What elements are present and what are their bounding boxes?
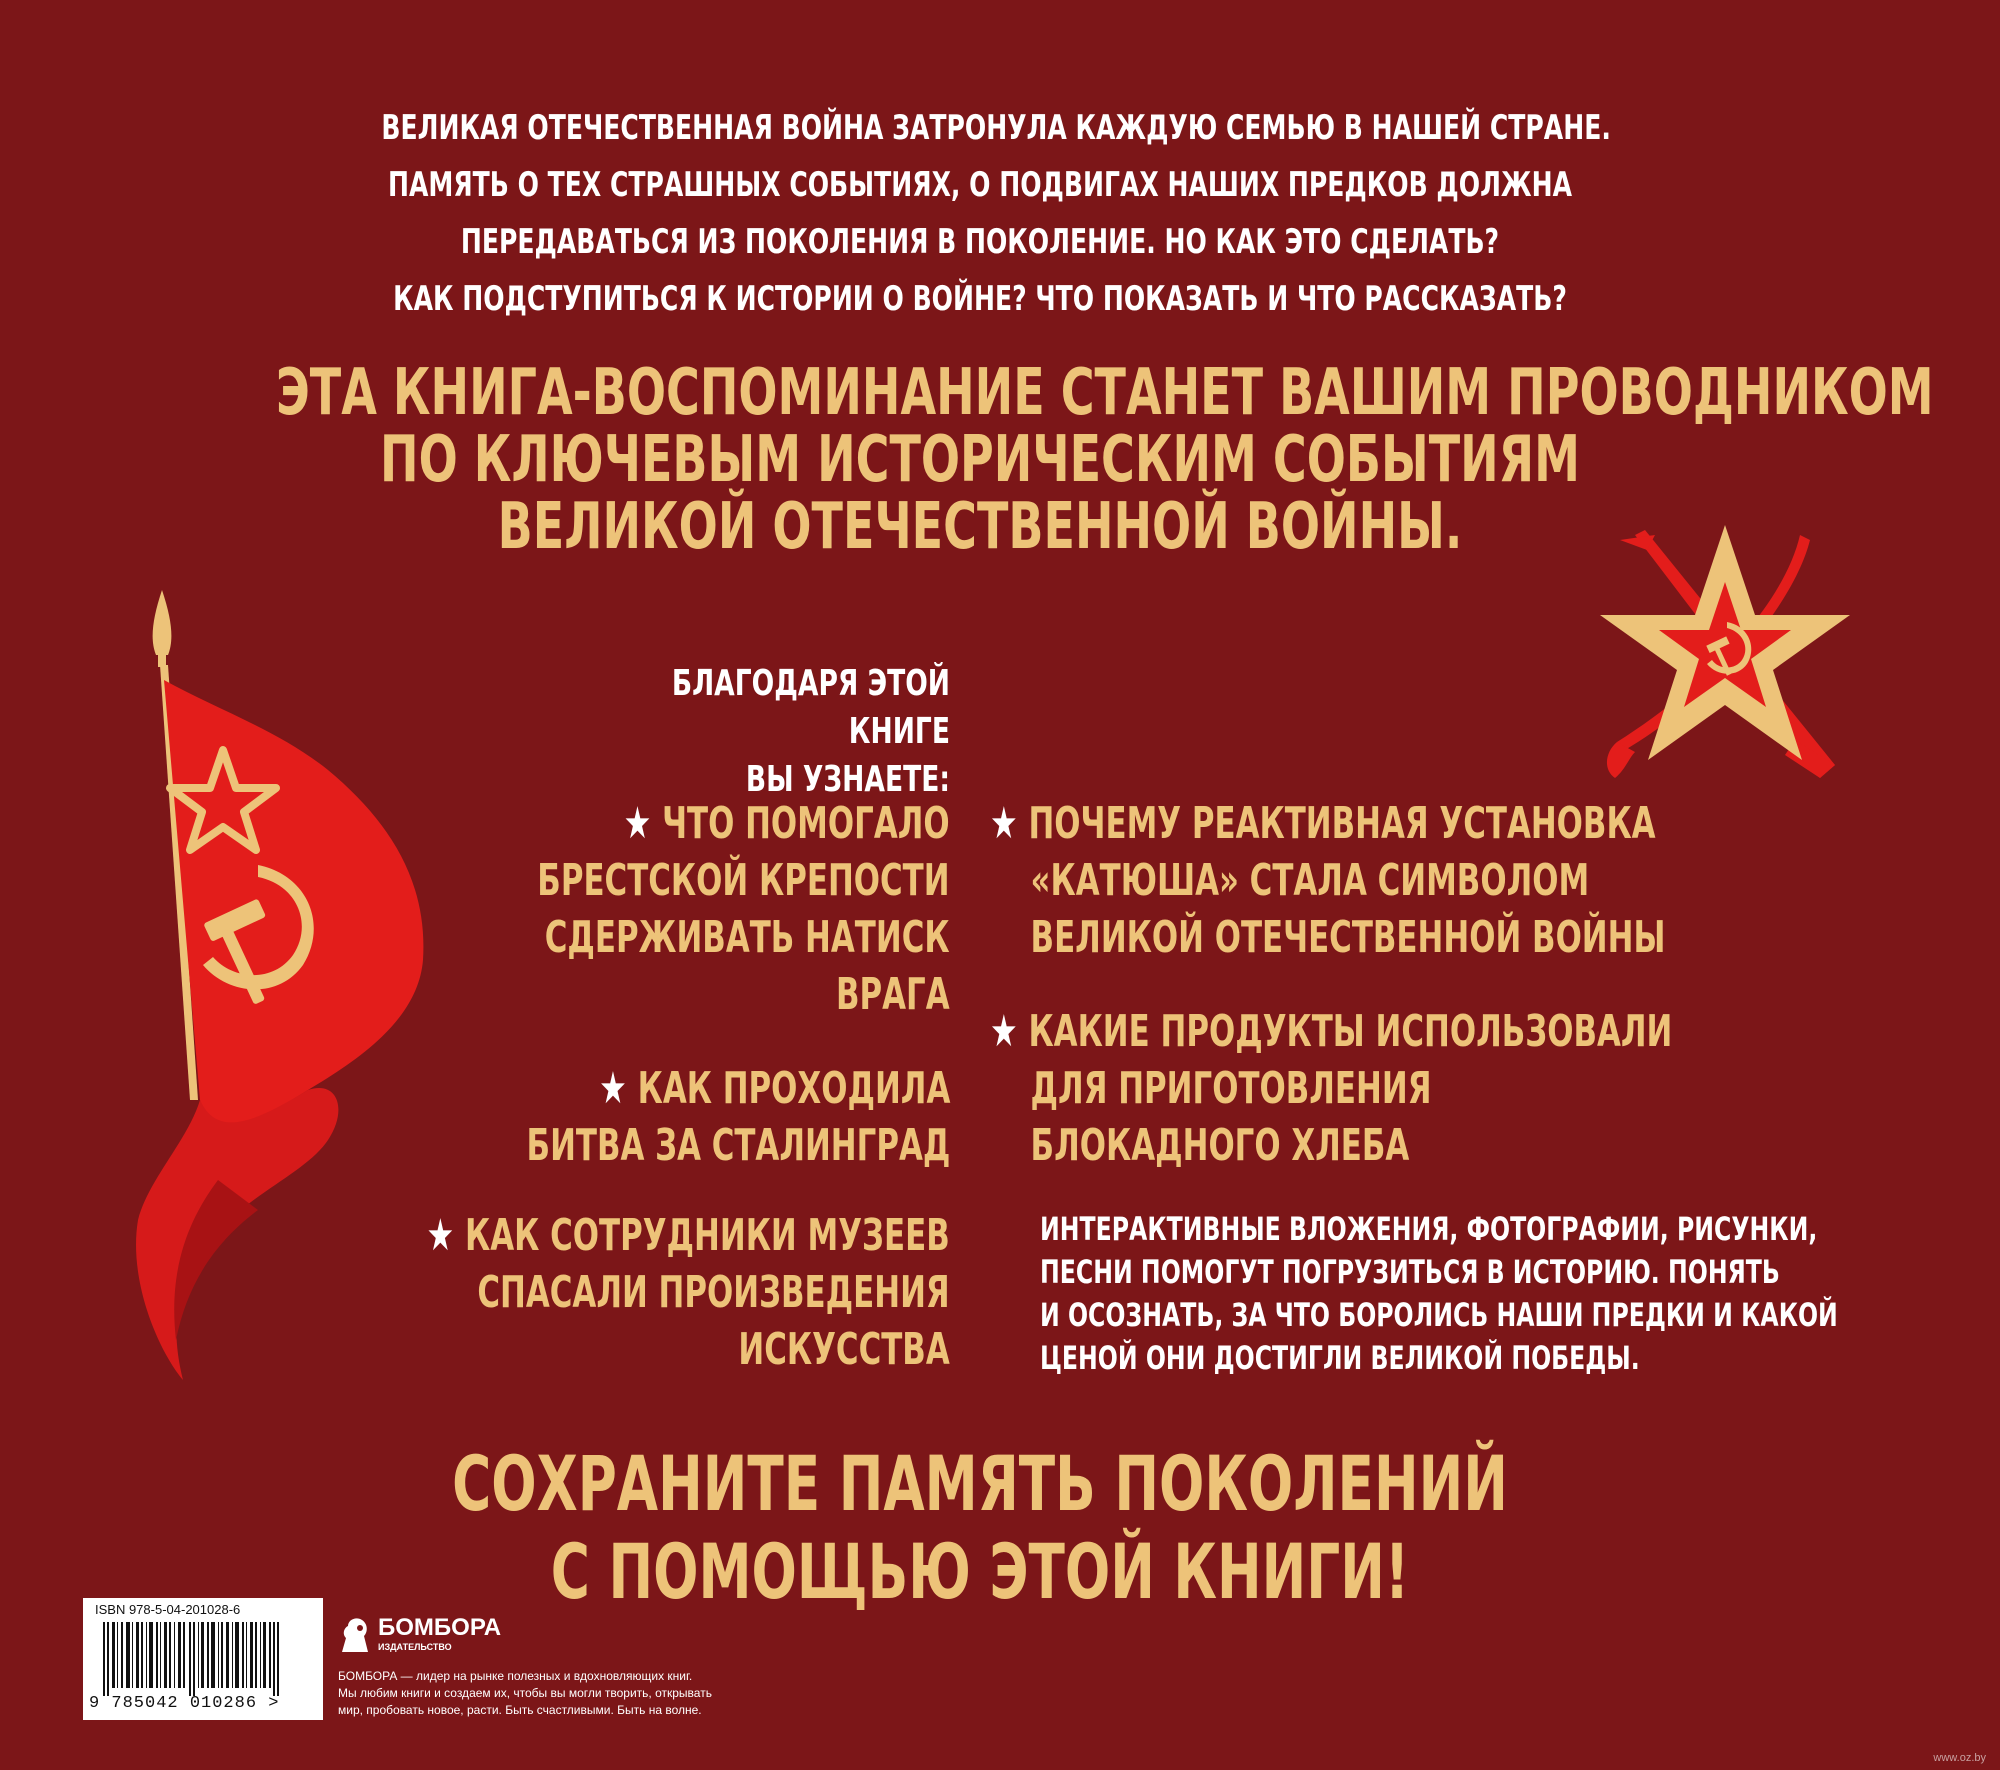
list-item xyxy=(538,795,950,1023)
learn-heading-line: БЛАГОДАРЯ ЭТОЙ КНИГЕ xyxy=(671,663,950,752)
list-item-line: БРЕСТСКОЙ КРЕПОСТИ xyxy=(537,855,950,906)
intro-line: ПЕРЕДАВАТЬСЯ ИЗ ПОКОЛЕНИЯ В ПОКОЛЕНИЕ. НО КАК ЭТО СДЕЛАТЬ? xyxy=(460,222,1500,262)
list-item-line: СПАСАЛИ ПРОИЗВЕДЕНИЯ xyxy=(477,1267,950,1318)
barcode-bars xyxy=(103,1622,303,1696)
call-to-action xyxy=(356,1440,1604,1616)
note-line: И ОСОЗНАТЬ, ЗА ЧТО БОРОЛИСЬ НАШИ ПРЕДКИ И КАКОЙ xyxy=(1040,1296,1838,1334)
note-line: ПЕСНИ ПОМОГУТ ПОГРУЗИТЬСЯ В ИСТОРИЮ. ПОНЯТЬ xyxy=(1040,1253,1780,1291)
list-item-line: ВЕЛИКОЙ ОТЕЧЕСТВЕННОЙ ВОЙНЫ xyxy=(1030,912,1666,963)
list-item xyxy=(427,1207,950,1378)
flag-icon xyxy=(128,580,448,1390)
list-item-line: ПОЧЕМУ РЕАКТИВНАЯ УСТАНОВКА xyxy=(1028,798,1656,849)
list-item-line: БИТВА ЗА СТАЛИНГРАД xyxy=(526,1120,950,1171)
publisher-subtitle: ИЗДАТЕЛЬСТВО xyxy=(378,1642,452,1652)
headline-line: ПО КЛЮЧЕВЫМ ИСТОРИЧЕСКИМ СОБЫТИЯМ xyxy=(380,423,1580,497)
list-item-line: ЧТО ПОМОГАЛО xyxy=(662,798,950,849)
list-item-line: КАКИЕ ПРОДУКТЫ ИСПОЛЬЗОВАЛИ xyxy=(1028,1006,1673,1057)
intro-line: ВЕЛИКАЯ ОТЕЧЕСТВЕННАЯ ВОЙНА ЗАТРОНУЛА КАЖДУЮ СЕМЬЮ В НАШЕЙ СТРАНЕ. xyxy=(381,108,1611,148)
publisher-description-line: Мы любим книги и создаем их, чтобы вы могли творить, открывать xyxy=(338,1686,712,1700)
star-bullet-icon: ★ xyxy=(624,798,652,849)
star-bullet-icon: ★ xyxy=(598,1063,627,1114)
intro-line: КАК ПОДСТУПИТЬСЯ К ИСТОРИИ О ВОЙНЕ? ЧТО ПОКАЗАТЬ И ЧТО РАССКАЗАТЬ? xyxy=(393,279,1567,319)
barcode xyxy=(83,1598,323,1720)
publisher-logo-icon xyxy=(338,1616,372,1654)
list-item xyxy=(526,1060,950,1174)
star-bullet-icon: ★ xyxy=(426,1210,455,1261)
list-item-line: ДЛЯ ПРИГОТОВЛЕНИЯ xyxy=(1030,1063,1432,1114)
ean-number: 9 785042 010286 > xyxy=(89,1694,280,1713)
star-bullet-icon: ★ xyxy=(990,1006,1018,1057)
star-bullet-icon: ★ xyxy=(990,798,1018,849)
note-line: ИНТЕРАКТИВНЫЕ ВЛОЖЕНИЯ, ФОТОГРАФИИ, РИСУНКИ, xyxy=(1040,1210,1818,1248)
headline-line: ВЕЛИКОЙ ОТЕЧЕСТВЕННОЙ ВОЙНЫ. xyxy=(497,490,1463,564)
learn-heading xyxy=(614,660,950,804)
publisher-description xyxy=(338,1668,798,1719)
cta-line: СОХРАНИТЕ ПАМЯТЬ ПОКОЛЕНИЙ xyxy=(452,1439,1508,1528)
list-item-line: «КАТЮША» СТАЛА СИМВОЛОМ xyxy=(1030,855,1590,906)
note-line: ЦЕНОЙ ОНИ ДОСТИГЛИ ВЕЛИКОЙ ПОБЕДЫ. xyxy=(1040,1339,1640,1377)
learn-heading-line: ВЫ УЗНАЕТЕ: xyxy=(745,759,950,800)
list-item xyxy=(990,1003,1672,1174)
star-emblem-icon xyxy=(1595,520,1855,790)
list-item-line: БЛОКАДНОГО ХЛЕБА xyxy=(1030,1120,1410,1171)
list-item-line: КАК СОТРУДНИКИ МУЗЕЕВ xyxy=(465,1210,950,1261)
note-paragraph xyxy=(1040,1208,1838,1380)
publisher-description-line: мир, пробовать новое, расти. Быть счастливыми. Быть на волне. xyxy=(338,1703,702,1717)
headline-line: ЭТА КНИГА-ВОСПОМИНАНИЕ СТАНЕТ ВАШИМ ПРОВОДНИКОМ xyxy=(276,356,1934,430)
headline xyxy=(276,356,1934,564)
site-watermark: www.oz.by xyxy=(1933,1752,1986,1764)
cta-line: С ПОМОЩЬЮ ЭТОЙ КНИГИ! xyxy=(550,1527,1410,1616)
intro-line: ПАМЯТЬ О ТЕХ СТРАШНЫХ СОБЫТИЯХ, О ПОДВИГАХ НАШИХ ПРЕДКОВ ДОЛЖНА xyxy=(387,165,1573,205)
list-item xyxy=(990,795,1665,966)
list-item-line: СДЕРЖИВАТЬ НАТИСК xyxy=(545,912,950,963)
intro-paragraph xyxy=(381,100,1611,328)
list-item-line: ИСКУССТВА xyxy=(738,1324,950,1375)
publisher-name: БОМБОРА xyxy=(378,1614,502,1641)
isbn-label: ISBN 978-5-04-201028-6 xyxy=(95,1602,241,1617)
list-item-line: КАК ПРОХОДИЛА xyxy=(637,1063,950,1114)
list-item-line: ВРАГА xyxy=(836,969,950,1020)
publisher-description-line: БОМБОРА — лидер на рынке полезных и вдохновляющих книг. xyxy=(338,1669,693,1683)
